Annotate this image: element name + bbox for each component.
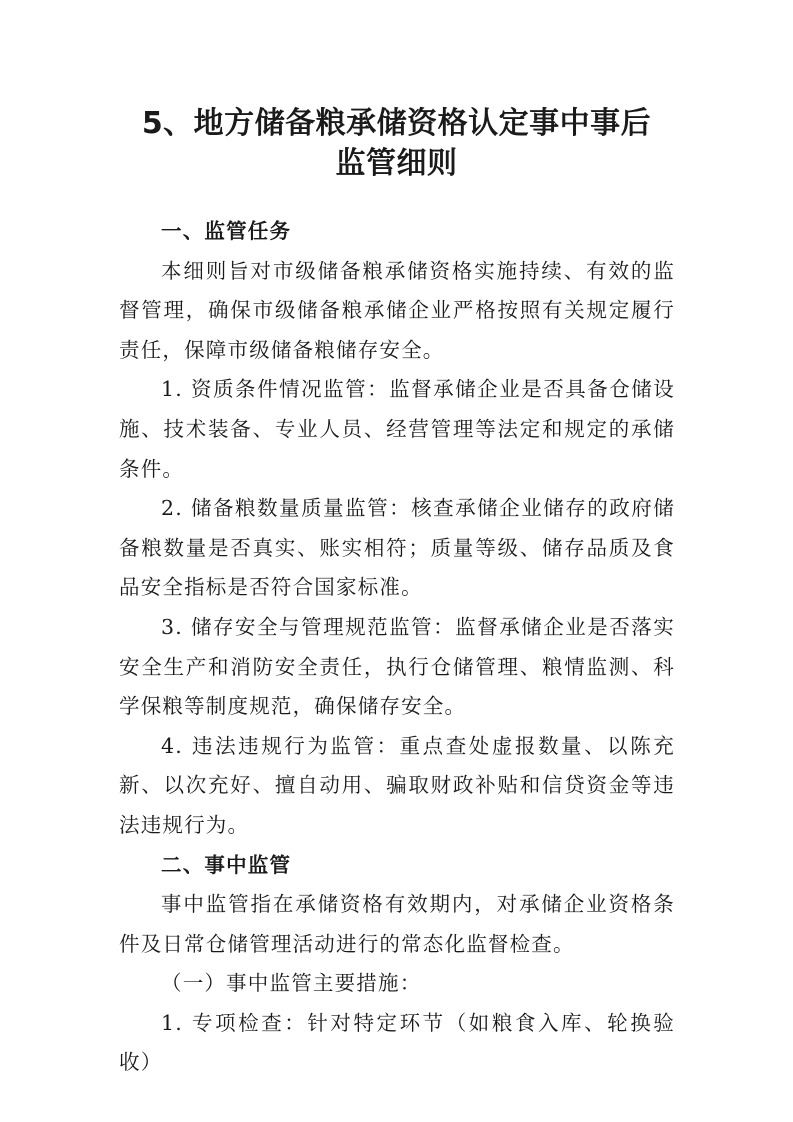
section-1-item-1: 1. 资质条件情况监管：监督承储企业是否具备仓储设施、技术装备、专业人员、经营管理等法定和规定的承储条件。 (119, 377, 675, 481)
section-2-heading: 二、事中监管 (161, 852, 292, 877)
section-2-sub-heading: （一）事中监管主要措施： (161, 971, 422, 996)
section-1-item-2: 2. 储备粮数量质量监管：核查承储企业储存的政府储备粮数量是否真实、账实相符；质量等级、储存品质及食品安全指标是否符合国家标准。 (119, 496, 675, 600)
section-1-intro: 本细则旨对市级储备粮承储资格实施持续、有效的监督管理，确保市级储备粮承储企业严格按照有关规定履行责任，保障市级储备粮储存安全。 (119, 258, 675, 362)
section-1-item-4: 4. 违法违规行为监管：重点查处虚报数量、以陈充新、以次充好、擅自动用、骗取财政补贴和信贷资金等违法违规行为。 (119, 733, 675, 837)
section-2-item-1: 1. 专项检查：针对特定环节（如粮食入库、轮换验收） (119, 1010, 675, 1075)
document-title-line-2: 监管细则 (335, 146, 458, 181)
document-title-line-1: 5、地方储备粮承储资格认定事中事后 (141, 106, 652, 141)
section-2-intro: 事中监管指在承储资格有效期内，对承储企业资格条件及日常仓储管理活动进行的常态化监督检查。 (119, 892, 675, 956)
document-body (119, 212, 675, 1083)
section-1-item-3: 3. 储存安全与管理规范监管：监督承储企业是否落实安全生产和消防安全责任，执行仓储管理、粮情监测、科学保粮等制度规范，确保储存安全。 (119, 614, 675, 719)
section-1-heading: 一、监管任务 (161, 219, 292, 243)
